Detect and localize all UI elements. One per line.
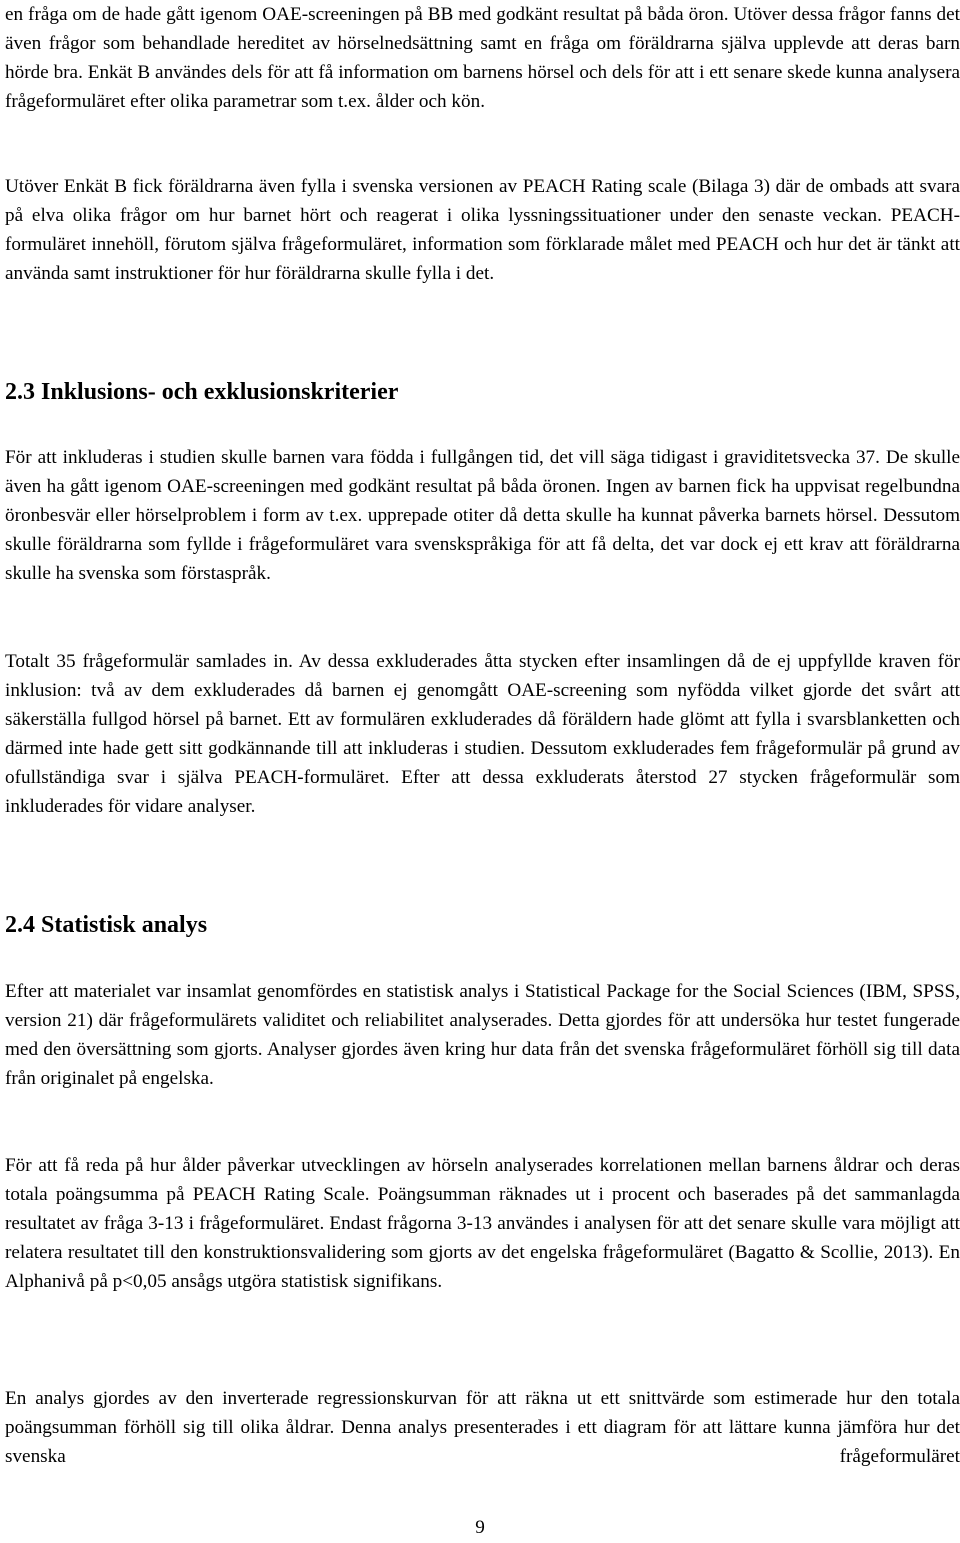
page-number: 9 — [475, 1517, 485, 1538]
paragraph-body-1: en fråga om de hade gått igenom OAE-screeningen på BB med godkänt resultat på båda öron. Utöver dessa frågor fanns det även frågor som behandlade hereditet av hörselnedsättning samt en fråga om föräldrarna själva upplevde att deras barn hörde bra. Enkät B användes dels för att få information om barnens hörsel och dels för att i ett senare skede kunna analysera frågeformuläret efter olika parametrar som t.ex. ålder och kön. — [5, 4, 960, 112]
paragraph-body-7: En analys gjordes av den inverterade regressionskurvan för att räkna ut ett snittvärde som estimerade hur den totala poängsumman förhöll sig till olika åldrar. Denna analys presenterades i ett diagram för att lättare kunna jämföra hur det svenska frågeformuläret — [5, 1388, 960, 1467]
section-heading-2-3: 2.3 Inklusions- och exklusionskriterier — [5, 379, 399, 405]
paragraph-body-2: Utöver Enkät B fick föräldrarna även fylla i svenska versionen av PEACH Rating scale (Bilaga 3) där de ombads att svara på elva olika frågor om hur barnet hört och reagerat i olika lyssningssituationer under den senaste veckan. PEACH-formuläret innehöll, förutom själva frågeformuläret, information som förklarade målet med PEACH och hur det är tänkt att använda samt instruktioner för hur föräldrarna skulle fylla i det. — [5, 176, 960, 284]
section-heading-2-4: 2.4 Statistisk analys — [5, 912, 208, 938]
paragraph-body-5: Efter att materialet var insamlat genomfördes en statistisk analys i Statistical Package for the Social Sciences (IBM, SPSS, version 21) där frågeformulärets validitet och reliabilitet analyserades. Detta gjordes för att undersöka hur testet fungerade med den översättning som gjorts. Analyser gjordes även kring hur data från det svenska frågeformuläret förhöll sig till data från originalet på engelska. — [5, 981, 960, 1089]
paragraph-body-4: Totalt 35 frågeformulär samlades in. Av dessa exkluderades åtta stycken efter insamlingen då de ej uppfyllde kraven för inklusion: två av dem exkluderades då barnen ej genomgått OAE-screening som nyfödda vilket gjorde det svårt att säkerställa fullgod hörsel på barnet. Ett av formulären exkluderades då föräldern hade glömt att fylla i svarsblanketten och därmed inte hade gett sitt godkännande till att inkluderas i studien. Dessutom exkluderades fem frågeformulär på grund av ofullständiga svar i själva PEACH-formuläret. Efter att dessa exkluderats återstod 27 stycken frågeformulär som inkluderades för vidare analyser. — [5, 651, 960, 817]
paragraph-body-6: För att få reda på hur ålder påverkar utvecklingen av hörseln analyserades korrelationen mellan barnens åldrar och deras totala poängsumma på PEACH Rating Scale. Poängsumman räknades ut i procent och baserades på det sammanlagda resultatet av fråga 3-13 i frågeformuläret. Endast frågorna 3-13 användes i analysen för att det senare skulle vara möjligt att relatera resultatet till den konstruktionsvalidering som gjorts av det engelska frågeformuläret (Bagatto & Scollie, 2013). En Alphanivå på p<0,05 ansågs utgöra statistisk signifikans. — [5, 1155, 960, 1292]
paragraph-body-3: För att inkluderas i studien skulle barnen vara födda i fullgången tid, det vill säga tidigast i graviditetsvecka 37. De skulle även ha gått igenom OAE-screeningen med godkänt resultat på båda öronen. Ingen av barnen fick ha uppvisat regelbundna öronbesvär eller hörselproblem i form av t.ex. upprepade otiter då detta skulle ha kunnat påverka barnets hörsel. Dessutom skulle föräldrarna som fyllde i frågeformuläret vara svenskspråkiga för att få delta, det var dock ej ett krav att föräldrarna skulle ha svenska som förstaspråk. — [5, 447, 960, 584]
